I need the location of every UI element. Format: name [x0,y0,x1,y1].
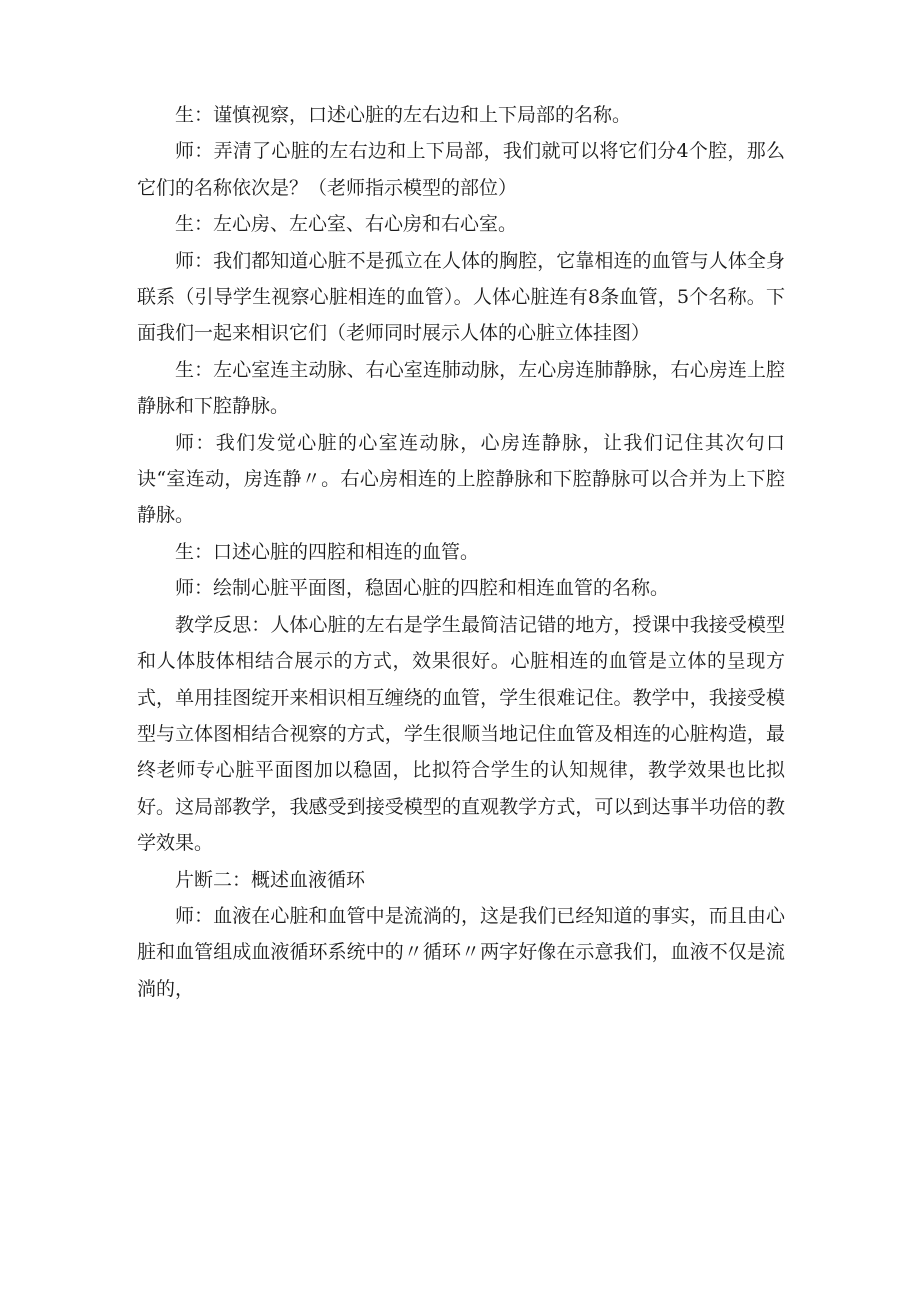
paragraph-teacher-four-chambers: 师：弄清了心脏的左右边和上下局部，我们就可以将它们分4个腔，那么它们的名称依次是？（老师指示模型的部位） [137,140,785,199]
paragraph-teacher-blood-circulation: 师：血液在心脏和血管中是流淌的，这是我们已经知道的事实，而且由心脏和血管组成血液循环系统中的〃循环〃两字好像在示意我们，血液不仅是流淌的， [137,904,785,1000]
document-body [137,97,785,1007]
paragraph-student-vessel-connections: 生：左心室连主动脉、右心室连肺动脉，左心房连肺静脉，右心房连上腔静脉和下腔静脉。 [137,358,785,418]
paragraph-student-chamber-names: 生：左心房、左心室、右心房和右心室。 [175,213,518,236]
paragraph-student-recite: 生：口述心脏的四腔和相连的血管。 [175,540,480,563]
paragraph-teacher-blood-vessels: 师：我们都知道心脏不是孤立在人体的胸腔，它靠相连的血管与人体全身联系（引导学生视察心脏相连的血管）。人体心脏连有8条血管，5个名称。下面我们一起来相识它们（老师同时展示人体的心脏立体挂图） [137,249,785,345]
paragraph-teaching-reflection: 教学反思：人体心脏的左右是学生最简洁记错的地方，授课中我接受模型和人体肢体相结合展示的方式，效果很好。心脏相连的血管是立体的呈现方式，单用挂图绽开来相识相互缠绕的血管，学生很难记住。教学中，我接受模型与立体图相结合视察的方式，学生很顺当地记住血管及相连的心脏构造，最终老师专心脏平面图加以稳固，比拟符合学生的认知规律，教学效果也比拟好。这局部教学，我感受到接受模型的直观教学方式，可以到达事半功倍的教学效果。 [137,613,785,855]
paragraph-teacher-mnemonic: 师：我们发觉心脏的心室连动脉，心房连静脉，让我们记住其次句口诀“室连动，房连静〃。右心房相连的上腔静脉和下腔静脉可以合并为上下腔静脉。 [137,431,785,527]
section-heading-fragment-two: 片断二：概述血液循环 [175,868,366,891]
paragraph-student-observe: 生：谨慎视察，口述心脏的左右边和上下局部的名称。 [175,104,632,126]
paragraph-teacher-draw-diagram: 师：绘制心脏平面图，稳固心脏的四腔和相连血管的名称。 [175,577,670,600]
